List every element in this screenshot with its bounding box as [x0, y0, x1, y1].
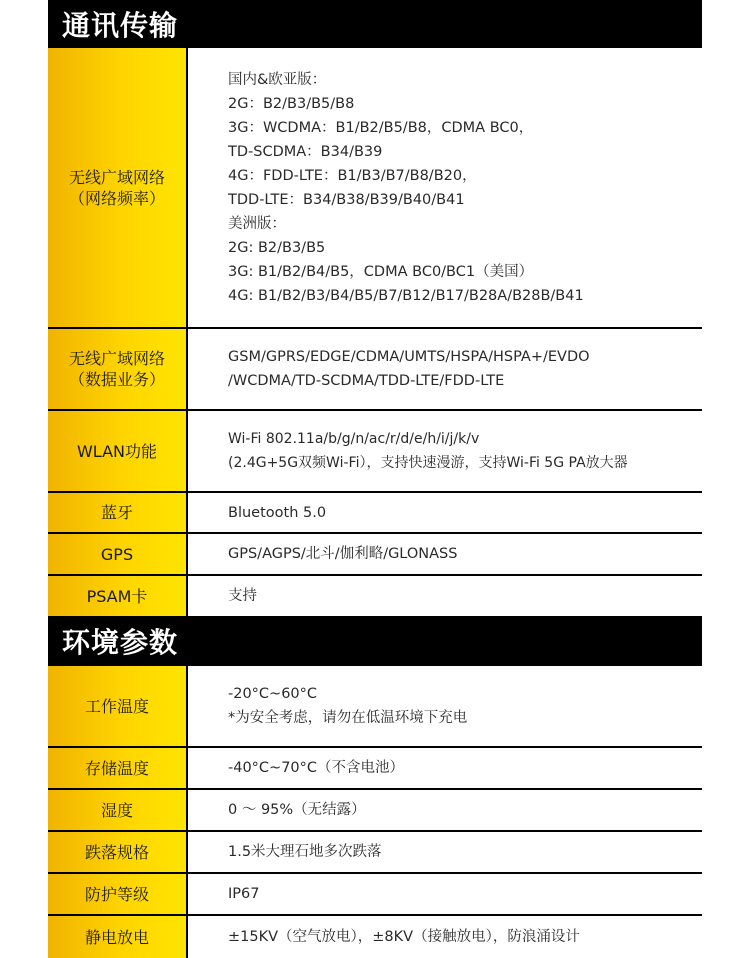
spec-value	[188, 48, 702, 327]
spec-value-line: 3G: B1/B2/B4/B5，CDMA BC0/BC1（美国）	[228, 263, 534, 280]
spec-row-storage-temp	[48, 748, 702, 790]
spec-value	[188, 916, 702, 958]
spec-value-line: GSM/GPRS/EDGE/CDMA/UMTS/HSPA/HSPA+/EVDO	[228, 349, 590, 365]
spec-label	[48, 576, 188, 616]
spec-value-line: /WCDMA/TD-SCDMA/TDD-LTE/FDD-LTE	[228, 373, 505, 389]
spec-row-wlan	[48, 411, 702, 493]
spec-value-line: IP67	[228, 886, 260, 902]
spec-value-line: 2G：B2/B3/B5/B8	[228, 95, 355, 112]
spec-row-gps	[48, 534, 702, 576]
spec-row-protection	[48, 874, 702, 916]
spec-label-line: 无线广域网络	[68, 349, 165, 368]
spec-value-line: 4G：FDD-LTE：B1/B3/B7/B8/B20，	[228, 167, 477, 184]
spec-sheet	[48, 0, 702, 958]
section-header-communication: 通讯传输	[48, 0, 702, 48]
spec-label	[48, 329, 188, 409]
spec-label	[48, 832, 188, 872]
spec-label	[48, 790, 188, 830]
spec-label	[48, 916, 188, 958]
spec-value-line: Bluetooth 5.0	[228, 504, 327, 521]
spec-value	[188, 666, 702, 746]
spec-label	[48, 748, 188, 788]
spec-value	[188, 329, 702, 409]
spec-row-bluetooth	[48, 493, 702, 534]
spec-value	[188, 874, 702, 914]
spec-value-line: 2G: B2/B3/B5	[228, 239, 326, 256]
section-header-environment: 环境参数	[48, 616, 702, 666]
spec-value-line: GPS/AGPS/北斗/伽利略/GLONASS	[228, 546, 458, 562]
spec-row-drop	[48, 832, 702, 874]
spec-value-line: (2.4G+5G双频Wi-Fi），支持快速漫游，支持Wi-Fi 5G PA放大器	[228, 455, 628, 471]
spec-value	[188, 748, 702, 788]
spec-row-wwan-frequency	[48, 48, 702, 329]
spec-value-line: 支持	[228, 588, 257, 604]
spec-row-esd	[48, 916, 702, 958]
spec-label	[48, 411, 188, 491]
spec-value	[188, 493, 702, 532]
spec-label-line: 无线广域网络	[68, 167, 165, 187]
spec-value-line: 1.5米大理石地多次跌落	[228, 844, 382, 860]
spec-label-line: PSAM卡	[86, 586, 148, 606]
spec-label-line: 跌落规格	[84, 842, 149, 862]
spec-value	[188, 832, 702, 872]
spec-value	[188, 790, 702, 830]
spec-value-line: 国内&欧亚版：	[228, 71, 327, 88]
spec-value-line: -20°C~60°C	[228, 686, 318, 702]
spec-label-line: 防护等级	[84, 884, 149, 904]
spec-value	[188, 576, 702, 616]
spec-row-wwan-data	[48, 329, 702, 411]
spec-label-line: 存储温度	[84, 758, 149, 778]
spec-value-line: TDD-LTE：B34/B38/B39/B40/B41	[228, 191, 465, 208]
spec-row-operating-temp	[48, 666, 702, 748]
spec-label-line: WLAN功能	[76, 441, 158, 461]
spec-value-line: 0 ～ 95%（无结露）	[228, 802, 366, 818]
spec-value-line: -40°C~70°C（不含电池）	[228, 760, 405, 776]
spec-row-humidity	[48, 790, 702, 832]
spec-value-line: 3G：WCDMA：B1/B2/B5/B8，CDMA BC0，	[228, 119, 534, 136]
spec-label-line: （数据业务）	[68, 370, 165, 389]
spec-row-psam	[48, 576, 702, 616]
spec-label-line: 蓝牙	[100, 503, 133, 522]
spec-value-line: TD-SCDMA：B34/B39	[228, 143, 383, 160]
spec-label-line: GPS	[100, 544, 134, 564]
spec-value-line: 美洲版：	[228, 215, 286, 232]
spec-value-line: ±15KV（空气放电），±8KV（接触放电），防浪涌设计	[228, 929, 580, 945]
spec-value-line: Wi-Fi 802.11a/b/g/n/ac/r/d/e/h/i/j/k/v	[228, 431, 480, 447]
spec-label-line: 静电放电	[84, 927, 149, 947]
spec-label	[48, 534, 188, 574]
spec-label	[48, 493, 188, 532]
spec-label-line: （网络频率）	[68, 188, 165, 208]
spec-label	[48, 874, 188, 914]
spec-value	[188, 534, 702, 574]
spec-value-line: 4G: B1/B2/B3/B4/B5/B7/B12/B17/B28A/B28B/B41	[228, 287, 584, 304]
spec-label-line: 工作温度	[84, 696, 149, 716]
spec-value	[188, 411, 702, 491]
spec-label	[48, 48, 188, 327]
spec-label	[48, 666, 188, 746]
spec-value-line: *为安全考虑，请勿在低温环境下充电	[228, 710, 468, 726]
spec-label-line: 湿度	[100, 800, 133, 820]
